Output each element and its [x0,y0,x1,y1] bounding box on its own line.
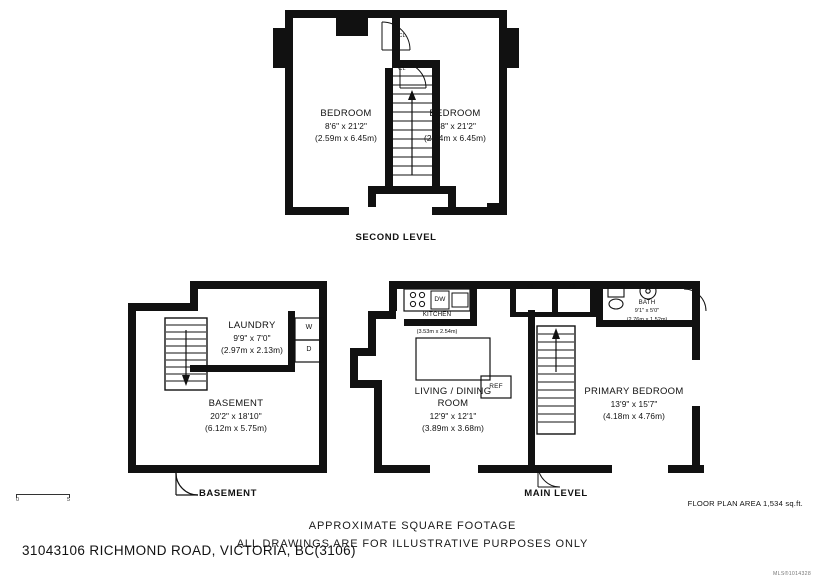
room-label-laundry-name: LAUNDRY [228,320,276,331]
footer-approximate-square-footage: APPROXIMATE SQUARE FOOTAGE [308,520,517,532]
room-label-living-dining-name-2: ROOM [437,398,469,409]
level-title-second: SECOND LEVEL [355,232,437,243]
footer-illustrative-purposes: ALL DRAWINGS ARE FOR ILLUSTRATIVE PURPOSES ONLY [236,538,589,550]
room-label-bedroom-left-dims-metric: (2.59m x 6.45m) [315,133,377,143]
closet-label-4: CL [569,284,577,290]
scale-bar [16,494,70,503]
dishwasher-label: DW [434,296,446,303]
room-label-basement-dims-imperial: 20'2" x 18'10" [210,411,262,421]
level-title-basement: BASEMENT [198,488,258,499]
room-label-kitchen-name: KITCHEN [422,311,452,318]
room-label-bedroom-left-dims-imperial: 8'6" x 21'2" [324,121,368,131]
room-label-laundry-dims-metric: (2.97m x 2.13m) [221,345,283,355]
room-label-primary-bedroom-dims-imperial: 13'9" x 15'7" [610,399,658,409]
property-address: 31043106 RICHMOND ROAD, VICTORIA, BC(3106) [22,543,356,558]
washer-label: W [305,324,313,331]
room-label-bath-dims-metric: (2.76m x 1.52m) [626,317,668,323]
room-label-bedroom-right-dims-imperial: 8'8" x 21'2" [433,121,477,131]
room-label-living-dining-name-1: LIVING / DINING [414,386,492,397]
room-label-bedroom-left-name: BEDROOM [320,108,372,119]
room-label-kitchen-dims-metric: (3.53m x 2.54m) [416,329,458,335]
room-label-primary-bedroom-dims-metric: (4.18m x 4.76m) [603,411,665,421]
room-label-bedroom-right-dims-metric: (2.64m x 6.45m) [424,133,486,143]
scale-start-label: 0 [16,497,20,503]
room-label-laundry-dims-imperial: 9'9" x 7'0" [233,333,271,343]
room-label-bath-name: BATH [638,299,656,306]
room-label-primary-bedroom-name: PRIMARY BEDROOM [584,386,684,397]
closet-label-1: CL [398,33,406,39]
room-label-living-dining-dims-imperial: 12'9" x 12'1" [429,411,477,421]
room-label-bath-dims-imperial: 9'1" x 5'0" [634,308,660,314]
room-label-bedroom-right-name: BEDROOM [429,108,481,119]
scale-end-label: 5 [66,497,70,503]
level-title-main: MAIN LEVEL [524,488,588,499]
room-label-basement-name: BASEMENT [208,398,264,409]
dryer-label: D [306,346,312,353]
mls-id-label: MLS®1014328 [773,571,811,577]
refrigerator-label: REF [489,383,503,390]
floor-plan-area-note: FLOOR PLAN AREA 1,534 sq.ft. [687,499,803,508]
room-label-basement-dims-metric: (6.12m x 5.75m) [205,423,267,433]
closet-label-3: CL [527,284,535,290]
room-label-living-dining-dims-metric: (3.89m x 3.68m) [422,423,484,433]
closet-label-2: CL [398,66,406,72]
room-label-kitchen-dims-imperial: 11'7" x 8'4" [423,320,451,326]
